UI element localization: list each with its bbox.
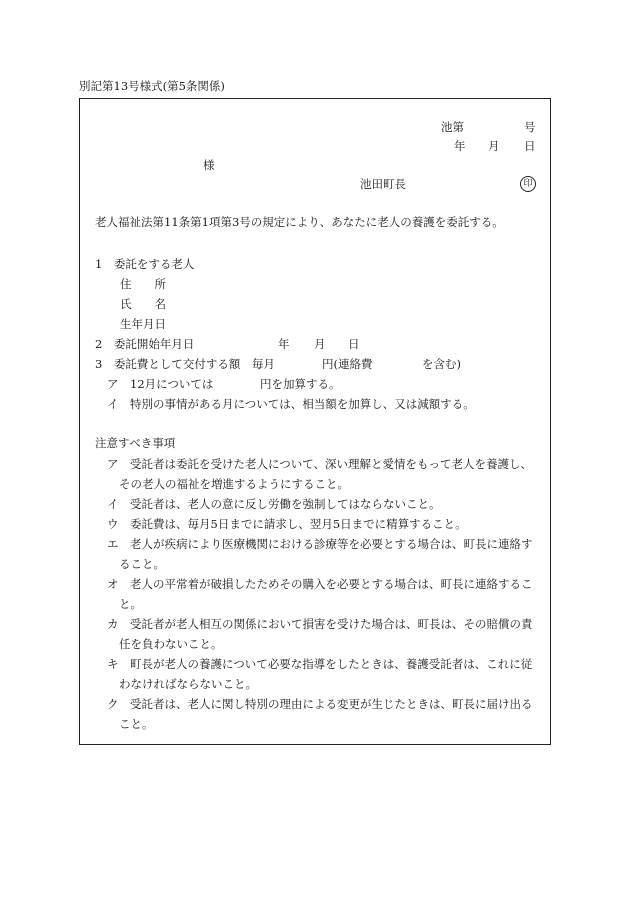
doc-number-prefix: 池第: [441, 120, 464, 134]
section2-label: 2 委託開始年月日: [95, 337, 195, 351]
field-name: 氏 名: [120, 297, 166, 311]
sub-item-a-prefix: ア 12月については: [107, 377, 214, 391]
note-e-line1: エ 老人が疾病により医療機関における診療等を必要とする場合は、町長に連絡す: [107, 537, 533, 551]
note-ka-line2: 任を負わないこと。: [119, 637, 223, 651]
doc-number-suffix: 号: [524, 120, 536, 134]
note-ki-line2: わなければならないこと。: [119, 677, 257, 691]
intro-text: 老人福祉法第11条第1項第3号の規定により、あなたに老人の養護を委託する。: [95, 215, 504, 229]
date-year: 年: [454, 139, 466, 153]
section3-included: を含む): [422, 357, 461, 371]
sub-item-i: イ 特別の事情がある月については、相当額を加算し、又は減額する。: [107, 397, 475, 411]
note-o-line1: オ 老人の平常着が破損したためその購入を必要とする場合は、町長に連絡するこ: [107, 577, 533, 591]
note-a-line2: その老人の福祉を増進するようにすること。: [119, 477, 349, 491]
note-e-line2: ること。: [119, 557, 165, 571]
notes-title: 注意すべき事項: [95, 436, 176, 450]
seal-stamp: 印: [520, 176, 536, 192]
addressee-suffix: 様: [203, 158, 215, 172]
section2-day: 日: [348, 337, 360, 351]
note-ku-line1: ク 受託者は、老人に関し特別の理由による変更が生じたときは、町長に届け出る: [107, 697, 533, 711]
section3-label: 3 委託費として交付する額 毎月: [95, 357, 275, 371]
form-label: 別記第13号様式(第5条関係): [79, 79, 225, 93]
note-ku-line2: こと。: [119, 717, 154, 731]
section2-month: 月: [314, 337, 326, 351]
section2-year: 年: [278, 337, 290, 351]
date-day: 日: [524, 139, 536, 153]
issuer: 池田町長: [360, 177, 406, 191]
note-ki-line1: キ 町長が老人の養護について必要な指導をしたときは、養護受託者は、これに従: [107, 657, 533, 671]
section1-title: 1 委託をする老人: [95, 257, 195, 271]
section3-yen: 円(連絡費: [322, 357, 373, 371]
sub-item-a-suffix: 円を加算する。: [260, 377, 341, 391]
field-address: 住 所: [120, 277, 166, 291]
note-u-line1: ウ 委託費は、毎月5日までに請求し、翌月5日までに精算すること。: [107, 517, 467, 531]
note-a-line1: ア 受託者は委託を受けた老人について、深い理解と愛情をもって老人を養護し、: [107, 457, 533, 471]
date-month: 月: [488, 139, 500, 153]
field-birthdate: 生年月日: [120, 317, 166, 331]
note-ka-line1: カ 受託者が老人相互の関係において損害を受けた場合は、町長は、その賠償の責: [107, 617, 533, 631]
note-i-line1: イ 受託者は、老人の意に反し労働を強制してはならないこと。: [107, 497, 441, 511]
note-o-line2: と。: [119, 597, 142, 611]
